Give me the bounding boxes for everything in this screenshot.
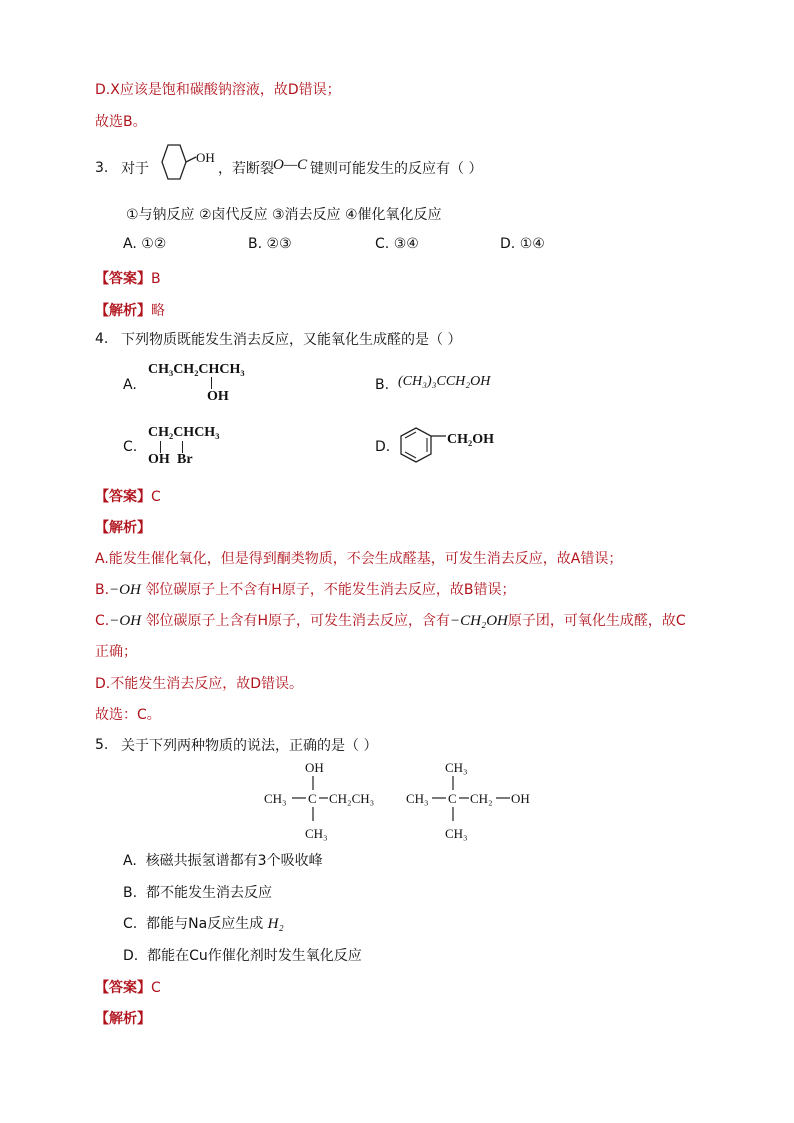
analysis-conclusion: 故选：C。 (95, 707, 161, 723)
analysis-line (95, 517, 151, 537)
analysis-fragment: 原子团，可氧化生成醛，故C (507, 613, 686, 629)
text-line: D.X应该是饱和碳酸钠溶液，故D错误； (95, 82, 341, 98)
answer-value: C (151, 980, 161, 996)
option-c[interactable] (375, 236, 419, 252)
structure-a-main: CH₃CH₂CHCH₃ (148, 362, 245, 377)
analysis-fragment: 邻位碳原子上不含有H原子，不能发生消去反应，故B错误； (145, 582, 516, 598)
option-b[interactable] (248, 236, 292, 252)
struct1-top: OH (305, 760, 324, 775)
bond-line (186, 157, 196, 162)
answer-tag: 【答案】 (95, 489, 151, 505)
option-text: ①④ (519, 236, 545, 252)
option-text: 都能在Cu作催化剂时发生氧化反应 (147, 948, 362, 964)
answer-line (95, 268, 161, 288)
hydrogen-formula: H₂ (267, 916, 284, 932)
struct2-left: CH₃ (406, 791, 429, 806)
option-text: ③④ (393, 236, 419, 252)
reaction-list: ①与钠反应 ②卤代反应 ③消去反应 ④催化氧化反应 (126, 207, 442, 223)
analysis-tag: 【解析】 (95, 303, 151, 319)
answer-line (95, 486, 161, 506)
question-text: 对于 (121, 161, 149, 177)
option-d[interactable] (123, 945, 362, 965)
option-text: 都不能发生消去反应 (145, 885, 272, 901)
hydroxymethyl-label: CH₂OH (447, 432, 494, 447)
answer-tag: 【答案】 (95, 980, 151, 996)
analysis-fragment: C. (95, 613, 110, 629)
structure-b-formula: (CH₃)₃CCH₂OH (398, 374, 491, 389)
bond-line (211, 377, 212, 389)
option-label: D. (123, 948, 139, 964)
struct2-top: CH₃ (445, 760, 468, 775)
struct2-right1: CH₂ (470, 791, 493, 806)
text-line: 故选B。 (95, 114, 147, 130)
cyclohexane-ring (162, 145, 186, 179)
analysis-tag: 【解析】 (95, 1011, 151, 1027)
question-text: 关于下列两种物质的说法，正确的是（ ） (121, 738, 378, 754)
analysis-line (95, 300, 165, 320)
structure-c-sub-oh: OH (148, 452, 170, 467)
hydroxyl-formula: −OH (109, 582, 141, 598)
option-d[interactable] (500, 236, 545, 252)
option-label: B. (123, 885, 138, 901)
analysis-text: A.能发生催化氧化，但是得到酮类物质，不会生成醛基，可发生消去反应，故A错误； (95, 551, 623, 567)
analysis-text (95, 610, 686, 630)
question-number: 4. (95, 331, 109, 347)
structure-a-sub: OH (207, 389, 229, 404)
option-a[interactable] (123, 236, 166, 252)
option-text: 都能与Na反应生成 (146, 916, 264, 932)
question-number: 5. (95, 737, 109, 753)
option-label: C. (123, 916, 138, 932)
option-b-label[interactable]: B. (375, 377, 390, 393)
bond-formula: O—C (273, 157, 308, 173)
option-text: ②③ (266, 236, 292, 252)
option-text: 核磁共振氢谱都有3个吸收峰 (145, 853, 323, 869)
struct1-bottom: CH₃ (305, 826, 328, 841)
option-label: D. (500, 236, 516, 252)
struct1-right: CH₂CH₃ (329, 791, 375, 806)
analysis-fragment: B. (95, 582, 110, 598)
option-c-label[interactable]: C. (123, 439, 138, 455)
option-label: A. (123, 236, 137, 252)
analysis-text: 略 (151, 303, 165, 319)
struct1-left: CH₃ (264, 791, 287, 806)
option-label: B. (248, 236, 263, 252)
two-structures (262, 756, 542, 846)
analysis-line (95, 1008, 151, 1028)
structure-c-main: CH₂CHCH₃ (148, 425, 220, 440)
struct1-carbon: C (308, 791, 317, 806)
option-label: C. (375, 236, 390, 252)
answer-value: B (151, 271, 161, 287)
analysis-fragment: 邻位碳原子上含有H原子，可发生消去反应，含有 (145, 613, 451, 629)
structure-c-sub-br: Br (177, 452, 193, 467)
option-b[interactable] (123, 882, 272, 902)
benzyl-alcohol-structure (396, 424, 516, 470)
struct2-bottom: CH₃ (445, 826, 468, 841)
answer-line (95, 977, 161, 997)
hydroxyl-formula: −OH (109, 613, 142, 629)
analysis-tag: 【解析】 (95, 520, 151, 536)
analysis-text: D.不能发生消去反应，故D错误。 (95, 676, 304, 692)
answer-tag: 【答案】 (95, 271, 151, 287)
hydroxymethyl-formula: −CH₂OH (450, 613, 508, 629)
option-label: A. (123, 853, 137, 869)
option-text: ①② (141, 236, 167, 252)
question-text: 键则可能发生的反应有（ ） (310, 161, 483, 177)
answer-value: C (151, 489, 161, 505)
option-a-label[interactable]: A. (123, 377, 137, 393)
struct2-right2: OH (511, 791, 530, 806)
struct2-carbon: C (448, 791, 457, 806)
analysis-text: 正确； (95, 644, 137, 660)
hydroxyl-label: OH (196, 150, 215, 165)
cyclohexanol-structure (150, 140, 220, 186)
question-number: 3. (95, 160, 109, 176)
option-d-label[interactable]: D. (375, 439, 391, 455)
option-c[interactable] (123, 913, 284, 933)
question-text: 下列物质既能发生消去反应，又能氧化生成醛的是（ ） (121, 332, 462, 348)
question-text: ，若断裂 (218, 161, 274, 177)
analysis-text (95, 579, 515, 599)
option-a[interactable] (123, 850, 323, 870)
